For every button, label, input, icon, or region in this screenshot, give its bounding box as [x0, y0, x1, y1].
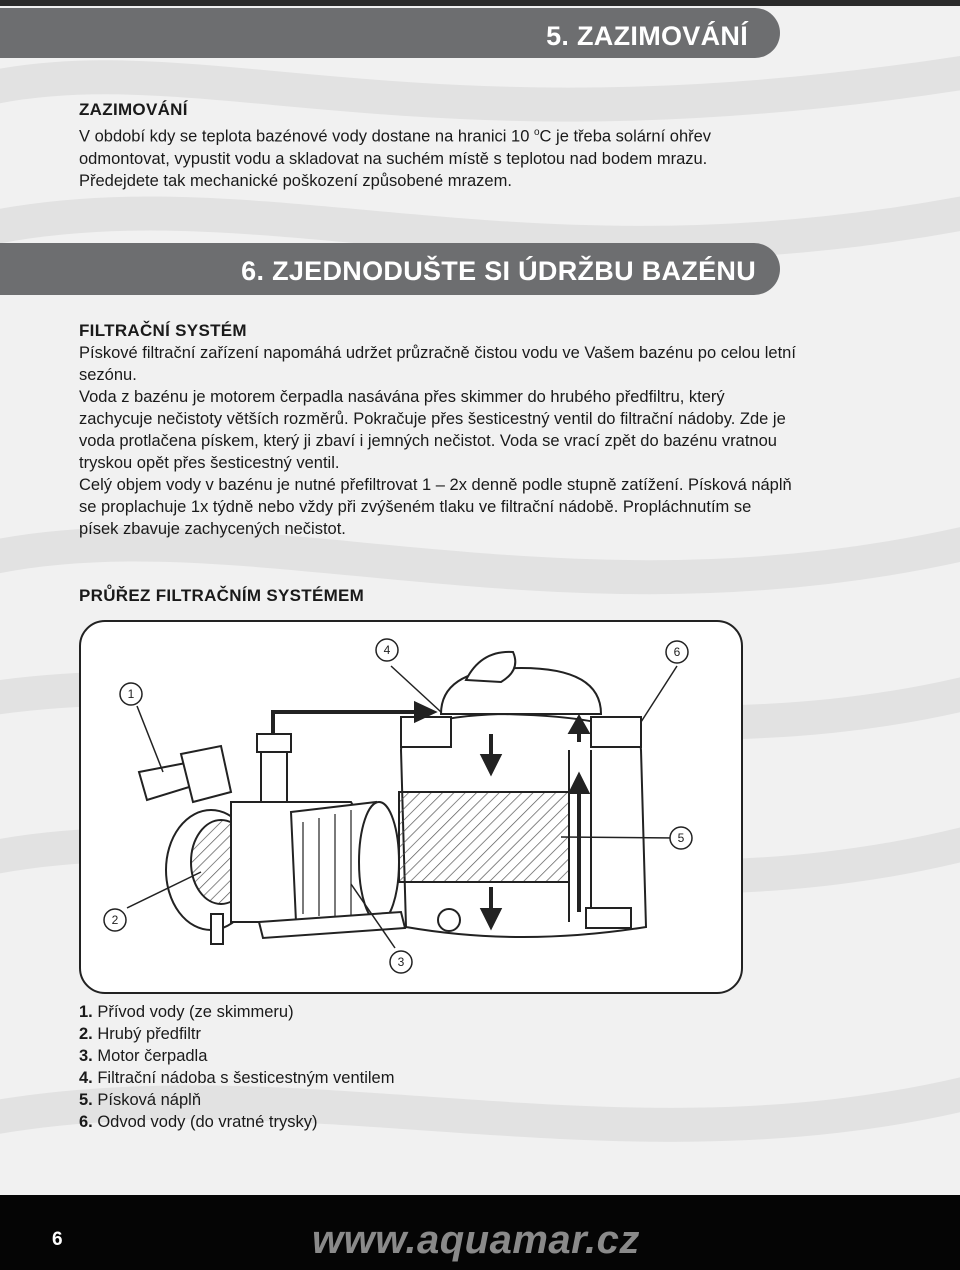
inlet-fitting: [181, 746, 231, 802]
paragraph-line: zachycuje nečistoty větších rozměrů. Pokračuje přes šesticestný ventil do filtrační nádoby. Zde je: [79, 410, 786, 428]
legend-text: Písková náplň: [92, 1091, 201, 1109]
website-link[interactable]: www.aquamar.cz: [312, 1218, 640, 1262]
six-way-valve: [441, 668, 601, 714]
callout-label-4: 4: [383, 643, 391, 657]
paragraph-filtracni-system: [79, 342, 899, 540]
valve-port-left: [401, 717, 451, 747]
diagram-illustration: [81, 622, 741, 992]
callout-label-5: 5: [677, 831, 685, 845]
callout-label-6: 6: [673, 645, 681, 659]
paragraph-line: Voda z bazénu je motorem čerpadla nasávána přes skimmer do hrubého předfiltru, který: [79, 388, 725, 406]
valve-handle: [466, 652, 515, 682]
valve-port-right: [591, 717, 641, 747]
legend-number: 6.: [79, 1113, 93, 1131]
callout-label-3: 3: [397, 955, 405, 969]
paragraph-line: voda protlačena pískem, který ji zbaví i jemných nečistot. Voda se vrací zpět do bazénu vratnou: [79, 432, 777, 450]
legend-item: [79, 1023, 394, 1045]
banner-title: 6. ZJEDNODUŠTE SI ÚDRŽBU BAZÉNU: [241, 256, 756, 286]
legend-number: 2.: [79, 1025, 93, 1043]
paragraph-line: se proplachuje 1x týdně nebo vždy při zvýšeném tlaku ve filtrační nádobě. Propláchnutím se: [79, 498, 752, 516]
diagram-legend: [79, 1001, 394, 1133]
legend-number: 1.: [79, 1003, 93, 1021]
paragraph-zazimovani: [79, 122, 899, 192]
legend-item: [79, 1001, 394, 1023]
heading-filtracni-system: FILTRAČNÍ SYSTÉM: [79, 321, 247, 340]
legend-item: [79, 1067, 394, 1089]
callout-label-1: 1: [127, 687, 135, 701]
legend-text: Motor čerpadla: [92, 1047, 208, 1065]
callout-leader-5: [561, 837, 677, 838]
heading-prurez: PRŮŘEZ FILTRAČNÍM SYSTÉMEM: [79, 586, 365, 605]
pump-foot: [211, 914, 223, 944]
legend-text: Hrubý předfiltr: [92, 1025, 201, 1043]
legend-text: Filtrační nádoba s šesticestným ventilem: [92, 1069, 395, 1087]
paragraph-line: odmontovat, vypustit vodu a skladovat na suchém místě s teplotou nad bodem mrazu.: [79, 149, 708, 168]
section-banner-udrzba: [0, 243, 780, 295]
legend-item: [79, 1089, 394, 1111]
paragraph-line: Celý objem vody v bazénu je nutné přefiltrovat 1 – 2x denně podle stupně zatížení. Písková náplň: [79, 476, 792, 494]
paragraph-line: sezónu.: [79, 366, 137, 384]
legend-item: [79, 1045, 394, 1067]
text-fragment: V období kdy se teplota bazénové vody dostane na hranici 10: [79, 127, 534, 146]
callout-leader-1: [137, 706, 163, 772]
paragraph-line: Pískové filtrační zařízení napomáhá udržet průzračně čistou vodu ve Vašem bazénu po celou letní: [79, 344, 796, 362]
legend-text: Přívod vody (ze skimmeru): [92, 1003, 294, 1021]
filtration-cross-section-diagram: [79, 620, 743, 994]
pump-outlet-pipe: [261, 750, 287, 802]
tank-base-vent: [586, 908, 631, 928]
legend-number: 5.: [79, 1091, 93, 1109]
legend-number: 4.: [79, 1069, 93, 1087]
heading-zazimovani: ZAZIMOVÁNÍ: [79, 100, 188, 119]
flow-arrow-pump-to-tank: [273, 712, 416, 734]
section-banner-zazimovani: [0, 8, 780, 58]
callout-leader-6: [641, 666, 677, 722]
text-fragment: C je třeba solární ohřev: [539, 127, 712, 146]
legend-item: [79, 1111, 394, 1133]
paragraph-line: tryskou opět přes šesticestný ventil.: [79, 454, 340, 472]
sand-filling: [399, 792, 569, 882]
pump-outlet-fitting: [257, 734, 291, 752]
degree-superscript: o: [533, 127, 540, 138]
tank-drain-cap: [438, 909, 460, 931]
paragraph-line: písek zbavuje zachycených nečistot.: [79, 520, 346, 538]
paragraph-line: [79, 122, 899, 148]
legend-number: 3.: [79, 1047, 93, 1065]
page-number: 6: [52, 1229, 63, 1250]
paragraph-line: Předejdete tak mechanické poškození způsobené mrazem.: [79, 171, 512, 190]
legend-text: Odvod vody (do vratné trysky): [92, 1113, 318, 1131]
callout-label-2: 2: [111, 913, 119, 927]
banner-title: 5. ZAZIMOVÁNÍ: [546, 21, 748, 51]
